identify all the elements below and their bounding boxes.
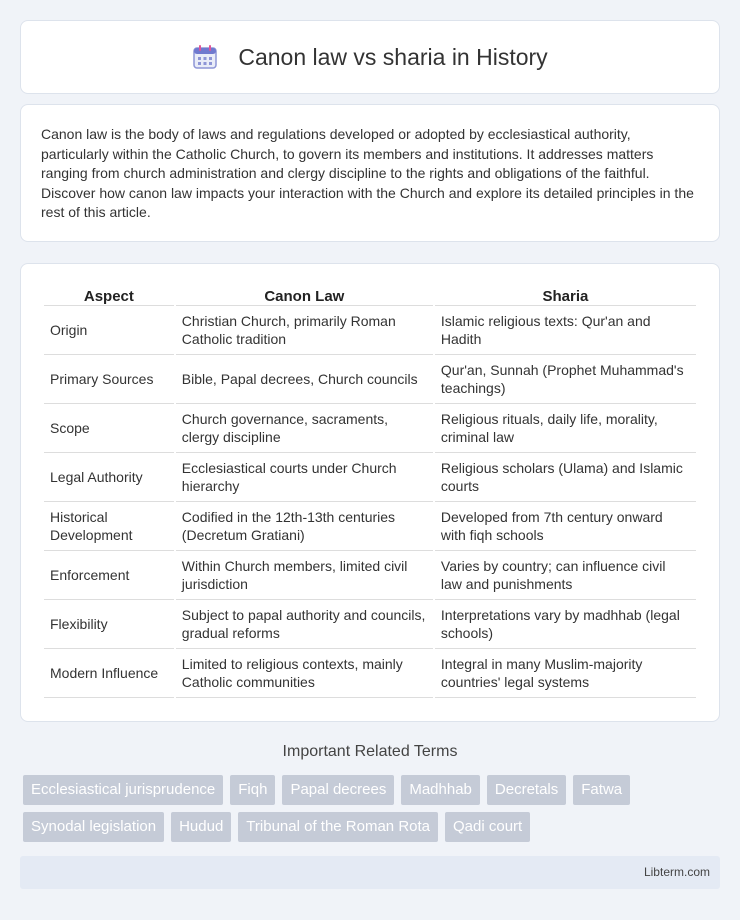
tag-madhhab[interactable]: Madhhab [401, 775, 480, 805]
cell-sharia: Religious rituals, daily life, morality, criminal law [435, 404, 696, 453]
cell-sharia: Interpretations vary by madhhab (legal schools) [435, 600, 696, 649]
tag-tribunal-of-the-roman-rota[interactable]: Tribunal of the Roman Rota [238, 812, 438, 842]
cell-aspect: Primary Sources [44, 355, 174, 404]
tag-hudud[interactable]: Hudud [171, 812, 231, 842]
cell-sharia: Varies by country; can influence civil law and punishments [435, 551, 696, 600]
table-row [44, 600, 696, 649]
comparison-table-card [20, 263, 720, 722]
page-title: Canon law vs sharia in History [238, 43, 548, 70]
cell-sharia: Islamic religious texts: Qur'an and Hadith [435, 306, 696, 355]
tag-qadi-court[interactable]: Qadi court [445, 812, 530, 842]
table-header-row [44, 284, 696, 306]
cell-sharia: Qur'an, Sunnah (Prophet Muhammad's teachings) [435, 355, 696, 404]
cell-aspect: Origin [44, 306, 174, 355]
header-sharia: Sharia [435, 284, 696, 306]
cell-aspect: Historical Development [44, 502, 174, 551]
cell-aspect: Flexibility [44, 600, 174, 649]
cell-sharia: Religious scholars (Ulama) and Islamic courts [435, 453, 696, 502]
tag-fiqh[interactable]: Fiqh [230, 775, 275, 805]
related-terms-title: Important Related Terms [282, 743, 458, 760]
table-row [44, 355, 696, 404]
header-aspect: Aspect [44, 284, 174, 306]
table-row [44, 306, 696, 355]
cell-canon-law: Codified in the 12th-13th centuries (Decretum Gratiani) [176, 502, 433, 551]
footer [20, 856, 720, 889]
cell-canon-law: Christian Church, primarily Roman Catholic tradition [176, 306, 433, 355]
cell-aspect: Scope [44, 404, 174, 453]
footer-site-link[interactable]: Libterm.com [643, 865, 710, 879]
cell-canon-law: Limited to religious contexts, mainly Catholic communities [176, 649, 433, 698]
cell-aspect: Legal Authority [44, 453, 174, 502]
cell-canon-law: Within Church members, limited civil jurisdiction [176, 551, 433, 600]
table-row [44, 453, 696, 502]
calendar-icon [192, 44, 218, 70]
cell-canon-law: Church governance, sacraments, clergy discipline [176, 404, 433, 453]
cell-aspect: Modern Influence [44, 649, 174, 698]
cell-canon-law: Bible, Papal decrees, Church councils [176, 355, 433, 404]
related-terms-tags [23, 775, 723, 842]
table-row [44, 404, 696, 453]
tag-decretals[interactable]: Decretals [487, 775, 566, 805]
intro-card [20, 104, 720, 242]
cell-aspect: Enforcement [44, 551, 174, 600]
tag-synodal-legislation[interactable]: Synodal legislation [23, 812, 164, 842]
intro-text: Canon law is the body of laws and regulations developed or adopted by ecclesiastical authority, particularly within the Catholic Church, to govern its members and institutions. It addresses matters ranging from church administration and clergy discipline to the rights and obligations of the faithful. Discover how canon law impacts your interaction with the Church and explore its detailed principles in the rest of this article. [41, 126, 694, 220]
tag-papal-decrees[interactable]: Papal decrees [282, 775, 394, 805]
cell-canon-law: Ecclesiastical courts under Church hierarchy [176, 453, 433, 502]
header-canon-law: Canon Law [176, 284, 433, 306]
comparison-table [42, 284, 698, 698]
table-row [44, 502, 696, 551]
header-card [20, 20, 720, 94]
cell-sharia: Developed from 7th century onward with fiqh schools [435, 502, 696, 551]
table-row [44, 649, 696, 698]
cell-sharia: Integral in many Muslim-majority countries' legal systems [435, 649, 696, 698]
cell-canon-law: Subject to papal authority and councils, gradual reforms [176, 600, 433, 649]
tag-fatwa[interactable]: Fatwa [573, 775, 630, 805]
tag-ecclesiastical-jurisprudence[interactable]: Ecclesiastical jurisprudence [23, 775, 223, 805]
table-row [44, 551, 696, 600]
